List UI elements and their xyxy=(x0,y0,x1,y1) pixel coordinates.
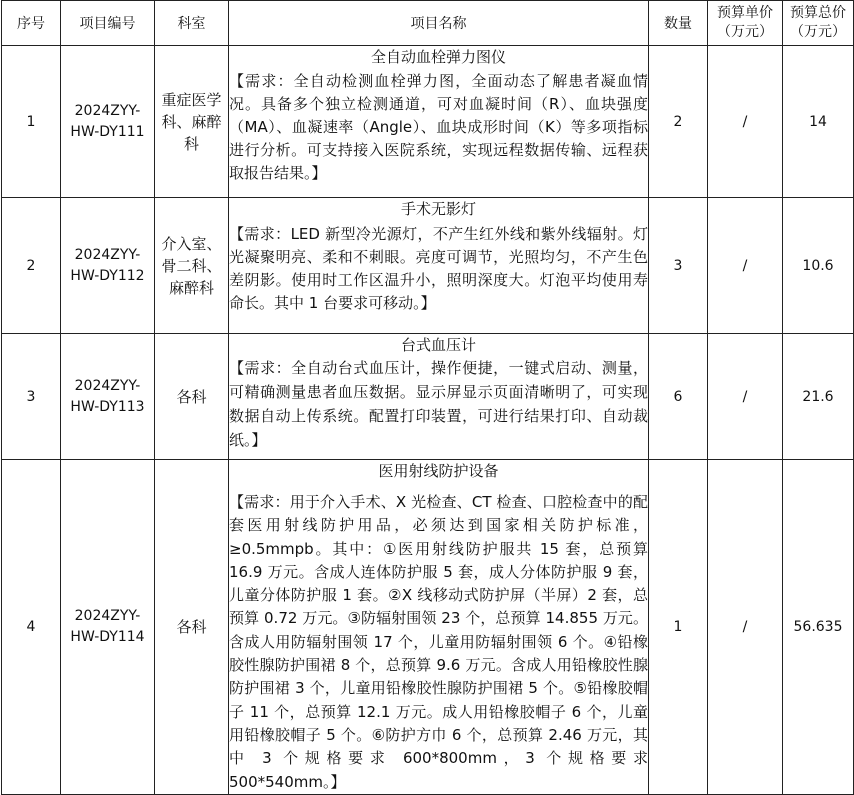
row-dept: 各科 xyxy=(155,460,229,795)
row-unit-budget: / xyxy=(708,46,783,198)
header-total-budget-line1: 预算总价 xyxy=(790,5,846,21)
row-title: 全自动血栓弹力图仪 xyxy=(370,48,506,66)
row-seq: 2 xyxy=(2,198,61,334)
row-desc: 【需求：LED 新型冷光源灯，不产生红外线和紫外线辐射。灯光凝聚明亮、柔和不刺眼。亮度可调节，光照均匀，不产生色差阴影。使用时工作区温升小，照明深度大。灯泡平均使用寿命长。其中 1 台要求可移动。】 xyxy=(229,225,648,312)
row-unit-budget: / xyxy=(708,198,783,334)
row-desc: 【需求：全自动台式血压计，操作便捷，一键式启动、测量，可精确测量患者血压数据。显示屏显示页面清晰明了，可实现数据自动上传系统。配置打印装置，可进行结果打印、自动裁纸。】 xyxy=(229,359,648,449)
header-name: 项目名称 xyxy=(229,1,649,46)
table-row xyxy=(2,334,854,460)
row-name-cell xyxy=(229,334,649,460)
procurement-table xyxy=(1,0,854,795)
row-qty: 3 xyxy=(649,198,708,334)
header-total-budget xyxy=(783,1,854,46)
header-row xyxy=(2,1,854,46)
header-unit-budget xyxy=(708,1,783,46)
row-seq: 3 xyxy=(2,334,61,460)
row-dept: 各科 xyxy=(155,334,229,460)
header-seq: 序号 xyxy=(2,1,61,46)
table-row xyxy=(2,460,854,795)
row-qty: 6 xyxy=(649,334,708,460)
row-total-budget: 14 xyxy=(783,46,854,198)
row-code: 2024ZYY-HW-DY113 xyxy=(61,334,155,460)
header-dept: 科室 xyxy=(155,1,229,46)
row-total-budget: 21.6 xyxy=(783,334,854,460)
row-qty: 1 xyxy=(649,460,708,795)
header-unit-budget-line2: （万元） xyxy=(717,24,773,40)
row-title: 医用射线防护设备 xyxy=(378,462,499,480)
header-total-budget-line2: （万元） xyxy=(790,24,846,40)
row-desc: 【需求：全自动检测血栓弹力图，全面动态了解患者凝血情况。具备多个独立检测通道，可对血凝时间（R）、血块强度（MA）、血凝速率（Angle）、血块成形时间（K）等多项指标进行分析。可支持接入医院系统，实现远程数据传输、远程获取报告结果。】 xyxy=(229,72,648,182)
row-code: 2024ZYY-HW-DY112 xyxy=(61,198,155,334)
row-dept: 介入室、骨二科、麻醉科 xyxy=(155,198,229,334)
header-unit-budget-line1: 预算单价 xyxy=(717,5,773,21)
row-name-cell xyxy=(229,198,649,334)
row-dept: 重症医学科、麻醉科 xyxy=(155,46,229,198)
row-total-budget: 56.635 xyxy=(783,460,854,795)
row-qty: 2 xyxy=(649,46,708,198)
row-title: 手术无影灯 xyxy=(400,200,476,218)
table-row xyxy=(2,198,854,334)
header-qty: 数量 xyxy=(649,1,708,46)
row-title: 台式血压计 xyxy=(400,336,476,354)
row-code: 2024ZYY-HW-DY111 xyxy=(61,46,155,198)
header-code: 项目编号 xyxy=(61,1,155,46)
row-name-cell xyxy=(229,460,649,795)
row-seq: 4 xyxy=(2,460,61,795)
row-code: 2024ZYY-HW-DY114 xyxy=(61,460,155,795)
row-seq: 1 xyxy=(2,46,61,198)
row-unit-budget: / xyxy=(708,460,783,795)
row-name-cell xyxy=(229,46,649,198)
row-desc: 【需求：用于介入手术、X 光检查、CT 检查、口腔检查中的配套医用射线防护用品，必须达到国家相关防护标准，≥0.5mmpb。其中：①医用射线防护服共 15 套，总预算 16.9 万元。含成人连体防护服 5 套，成人分体防护服 9 套，儿童分体防护服 1 套。②X 线移动式防护屏（半屏）2 套，总预算 0.72 万元。③防辐射围领 23 个，总预算 14.855 万元。含成人用防辐射围领 17 个，儿童用防辐射围领 6 个。④铅橡胶性腺防护围裙 8 个，总预算 9.6 万元。含成人用铅橡胶性腺防护围裙 3 个，儿童用铅橡胶性腺防护围裙 5 个。⑤铅橡胶帽子 11 个，总预算 12.1 万元。成人用铅橡胶帽子 6 个，儿童用铅橡胶帽子 5 个。⑥防护方巾 6 个，总预算 2.46 万元，其中 3 个规格要求 600*800mm，3 个规格要求 500*540mm。】 xyxy=(229,493,648,791)
table-row xyxy=(2,46,854,198)
row-unit-budget: / xyxy=(708,334,783,460)
row-total-budget: 10.6 xyxy=(783,198,854,334)
